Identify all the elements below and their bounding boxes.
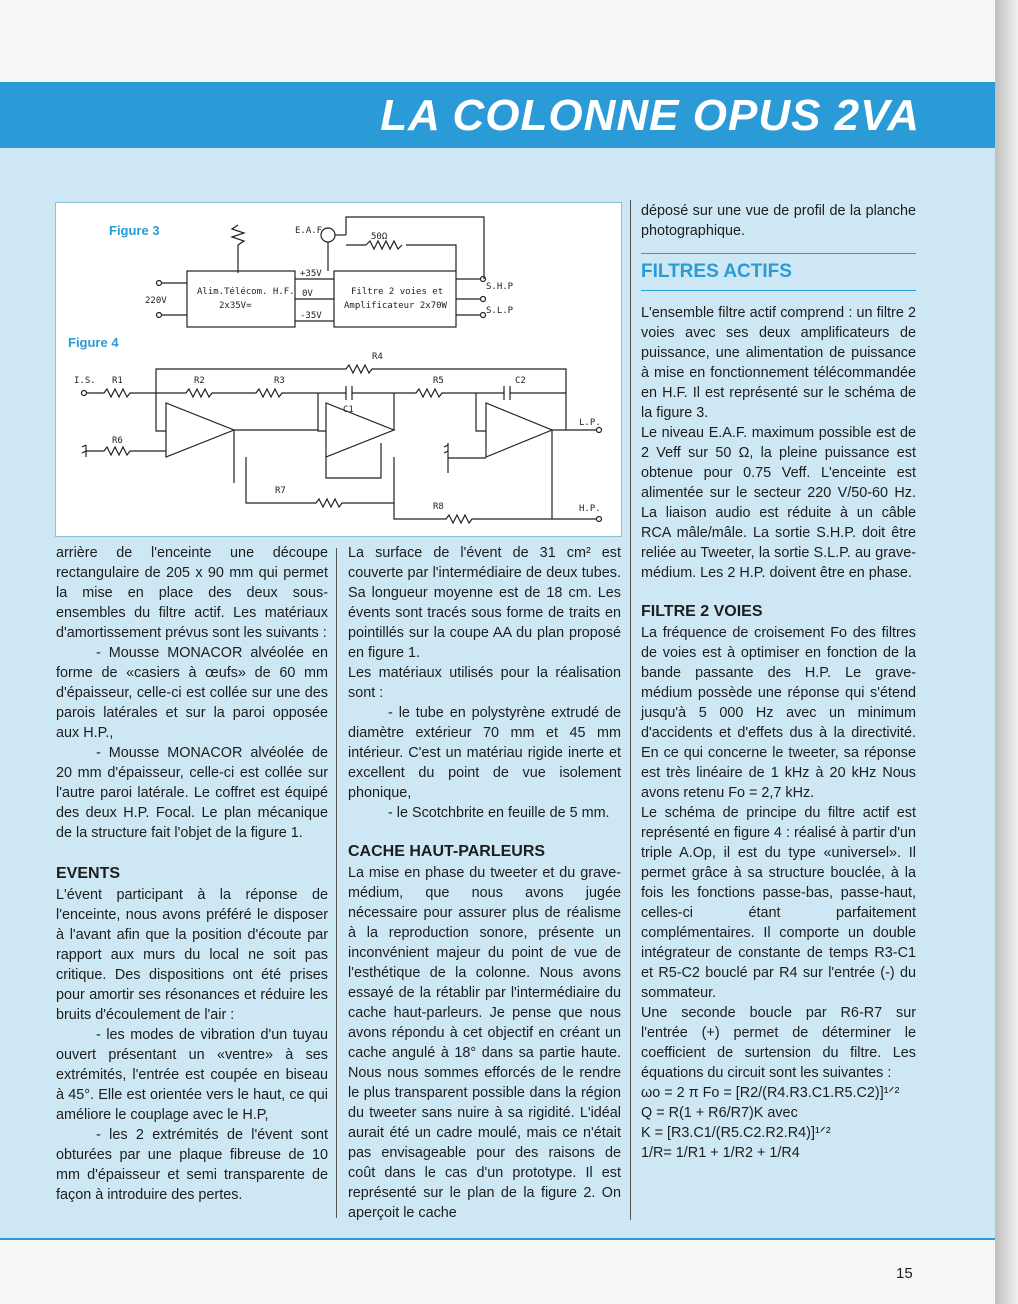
paragraph: Le niveau E.A.F. maximum possible est de 2 Veff sur 50 Ω, la pleine puissance est obtenue pour 0.75 Veff. L'enceinte est alimentée sur le secteur 220 V/50-60 Hz. La liaison audio est réduite à un câble RCA mâle/mâle. La sortie S.H.P. doit être reliée au Tweeter, la sortie S.L.P. au grave-médium. Les 2 H.P. doivent être en phase.	[641, 425, 916, 581]
page-title: LA COLONNE OPUS 2VA	[380, 91, 920, 140]
figure-4-schematic	[82, 365, 602, 523]
alim-line1: Alim.Télécom. H.F.	[197, 287, 295, 297]
paragraph: - Mousse MONACOR alvéolée de 20 mm d'épaisseur, celle-ci est collée sur l'autre paroi latérale. Le coffret est équipé des deux H.P. Focal. Le plan mécanique de la structure fait l'objet de la figure 1.	[56, 745, 328, 841]
r7-label: R7	[275, 486, 286, 496]
paragraph: - Mousse MONACOR alvéolée en forme de «casiers à œufs» de 60 mm d'épaisseur, celle-ci est collée sur une des parois latérales et sur la paroi opposée aux H.P.,	[56, 645, 328, 741]
paragraph: La mise en phase du tweeter et du grave-médium, que nous avons jugée nécessaire pour assurer plus de réalisme à la reproduction sonore, présente un inconvénient majeur du point de vue de l'esthétique de la colonne. Nous avons essayé de la rétablir par l'intermédiaire du cache haut-parleurs. Je pense que nous avons répondu à cet objectif en créant un cache angulé à 18° dans sa partie haute. Nous nous sommes efforcés de le rendre le plus transparent possible dans la région du tweeter sans nuire à sa rigidité. L'idéal aurait été un cadre moulé, mais ce n'était pas envisageable pour des raisons de coût dans le cas d'un prototype. Il est représenté sur le plan de la figure 2. On aperçoit le cache	[348, 865, 621, 1221]
column-3	[641, 201, 916, 1163]
c2-label: C2	[515, 376, 526, 386]
r5-label: R5	[433, 376, 444, 386]
ov-label: 0V	[302, 289, 313, 299]
r50-label: 50Ω	[371, 232, 388, 242]
section-heading-cache: CACHE HAUT-PARLEURS	[348, 843, 546, 860]
figure-box	[55, 202, 622, 537]
hp-label: H.P.	[579, 504, 601, 514]
paragraph: déposé sur une vue de profil de la planche photographique.	[641, 203, 916, 239]
section-heading-filtres-actifs: FILTRES ACTIFS	[641, 261, 792, 282]
column-2	[348, 543, 621, 1223]
paragraph: - le Scotchbrite en feuille de 5 mm.	[388, 805, 610, 821]
paragraph: - le tube en polystyrène extrudé de diamètre extérieur 70 mm et 45 mm intérieur. C'est un matériau rigide inerte et excellent du point de vue isolement phonique,	[348, 705, 621, 801]
filtre-line1: Filtre 2 voies et	[351, 287, 444, 297]
r3-label: R3	[274, 376, 285, 386]
paragraph: Une seconde boucle par R6-R7 sur l'entrée (+) permet de déterminer le coefficient de surtension du filtre. Les équations du circuit sont les suivantes :	[641, 1005, 916, 1081]
paragraph: La fréquence de croisement Fo des filtres de voies est à optimiser en fonction de la bande passante des H.P. Le grave-médium possède une réponse qui s'étend jusqu'à 5 000 Hz avec un minimum d'accidents et d'effets dus à la directivité. En ce qui concerne le tweeter, sa réponse est très linéaire de 1 kHz à 20 kHz Nous avons retenu Fo = 2,7 kHz.	[641, 625, 916, 801]
column-divider-1	[336, 548, 337, 1218]
filtres-actifs-heading-box	[641, 253, 916, 291]
c1-label: C1	[343, 405, 354, 415]
equation: Q = R(1 + R6/R7)K avec	[641, 1105, 798, 1121]
paragraph: Le schéma de principe du filtre actif est représenté en figure 4 : réalisé à partir d'un triple A.Op, il est du type «universel». Il permet grâce à sa structure bouclée, à la fois les fonctions passe-bas, passe-haut, celles-ci étant parfaitement complémentaires. Il comporte un double intégrateur de constante de temps R3-C1 et R5-C2 bouclé par R4 sur l'entrée (-) du sommateur.	[641, 805, 916, 1001]
r2-label: R2	[194, 376, 205, 386]
paragraph: L'évent participant à la réponse de l'enceinte, nous avons préféré le disposer à l'avant afin que la position d'écoute par rapport aux murs du local ne soit pas critique. Des dispositions ont été prises pour amortir ses résonances et réduire les bruits d'écoulement de l'air :	[56, 887, 328, 1023]
paragraph: L'ensemble filtre actif comprend : un filtre 2 voies avec ses deux amplificateurs de puissance, une alimentation de puissance à mise en fonctionnement télécommandée en H.F. Il est représenté sur le schéma de la figure 3.	[641, 305, 916, 421]
paragraph: Les matériaux utilisés pour la réalisation sont :	[348, 665, 621, 701]
slp-label: S.L.P	[486, 306, 514, 316]
page-number: 15	[896, 1265, 913, 1282]
paragraph: - les 2 extrémités de l'évent sont obturées par une plaque fibreuse de 10 mm d'épaisseur et semi transparente de façon à introduire des pertes.	[56, 1127, 328, 1203]
v220-label: 220V	[145, 296, 167, 306]
r4-label: R4	[372, 352, 383, 362]
r1-label: R1	[112, 376, 123, 386]
schematic-figures	[56, 203, 623, 538]
equation: K = [R3.C1/(R5.C2.R2.R4)]¹ᐟ²	[641, 1125, 831, 1141]
lp-label: L.P.	[579, 418, 601, 428]
paragraph: arrière de l'enceinte une découpe rectangulaire de 205 x 90 mm qui permet la mise en place des deux sous-ensembles du filtre actif. Les matériaux d'amortissement prévus sont les suivants :	[56, 545, 328, 641]
filtre-line2: Amplificateur 2x70W	[344, 301, 447, 311]
paragraph: - les modes de vibration d'un tuyau ouvert présentant un «ventre» à ses extrémités, l'entrée est coupée en biseau à 45°. Elle est orientée vers le haut, ce qui améliore le couplage avec le H.P,	[56, 1027, 328, 1123]
alim-line2: 2x35V=	[219, 301, 252, 311]
p35-label: +35V	[300, 269, 322, 279]
section-heading-filtre-2-voies: FILTRE 2 VOIES	[641, 603, 763, 620]
column-1	[56, 543, 328, 1205]
figure-4-label: Figure 4	[68, 335, 119, 350]
paragraph: La surface de l'évent de 31 cm² est couverte par l'intermédiaire de deux tubes. Sa longueur moyenne est de 18 cm. Les évents sont tracés sous forme de traits en pointillés sur la coupe AA du plan proposé en figure 1.	[348, 545, 621, 661]
eaf-label: E.A.F	[295, 226, 323, 236]
is-label: I.S.	[74, 376, 96, 386]
page-edge-shadow	[995, 0, 1018, 1304]
m35-label: -35V	[300, 311, 322, 321]
equation: ωo = 2 π Fo = [R2/(R4.R3.C1.R5.C2)]¹ᐟ²	[641, 1085, 900, 1101]
shp-label: S.H.P	[486, 282, 514, 292]
figure-3-label: Figure 3	[109, 223, 160, 238]
r6-label: R6	[112, 436, 123, 446]
column-divider-2	[630, 200, 631, 1220]
equation: 1/R= 1/R1 + 1/R2 + 1/R4	[641, 1145, 800, 1161]
bottom-rule	[0, 1238, 995, 1240]
r8-label: R8	[433, 502, 444, 512]
section-heading-events: EVENTS	[56, 865, 121, 882]
